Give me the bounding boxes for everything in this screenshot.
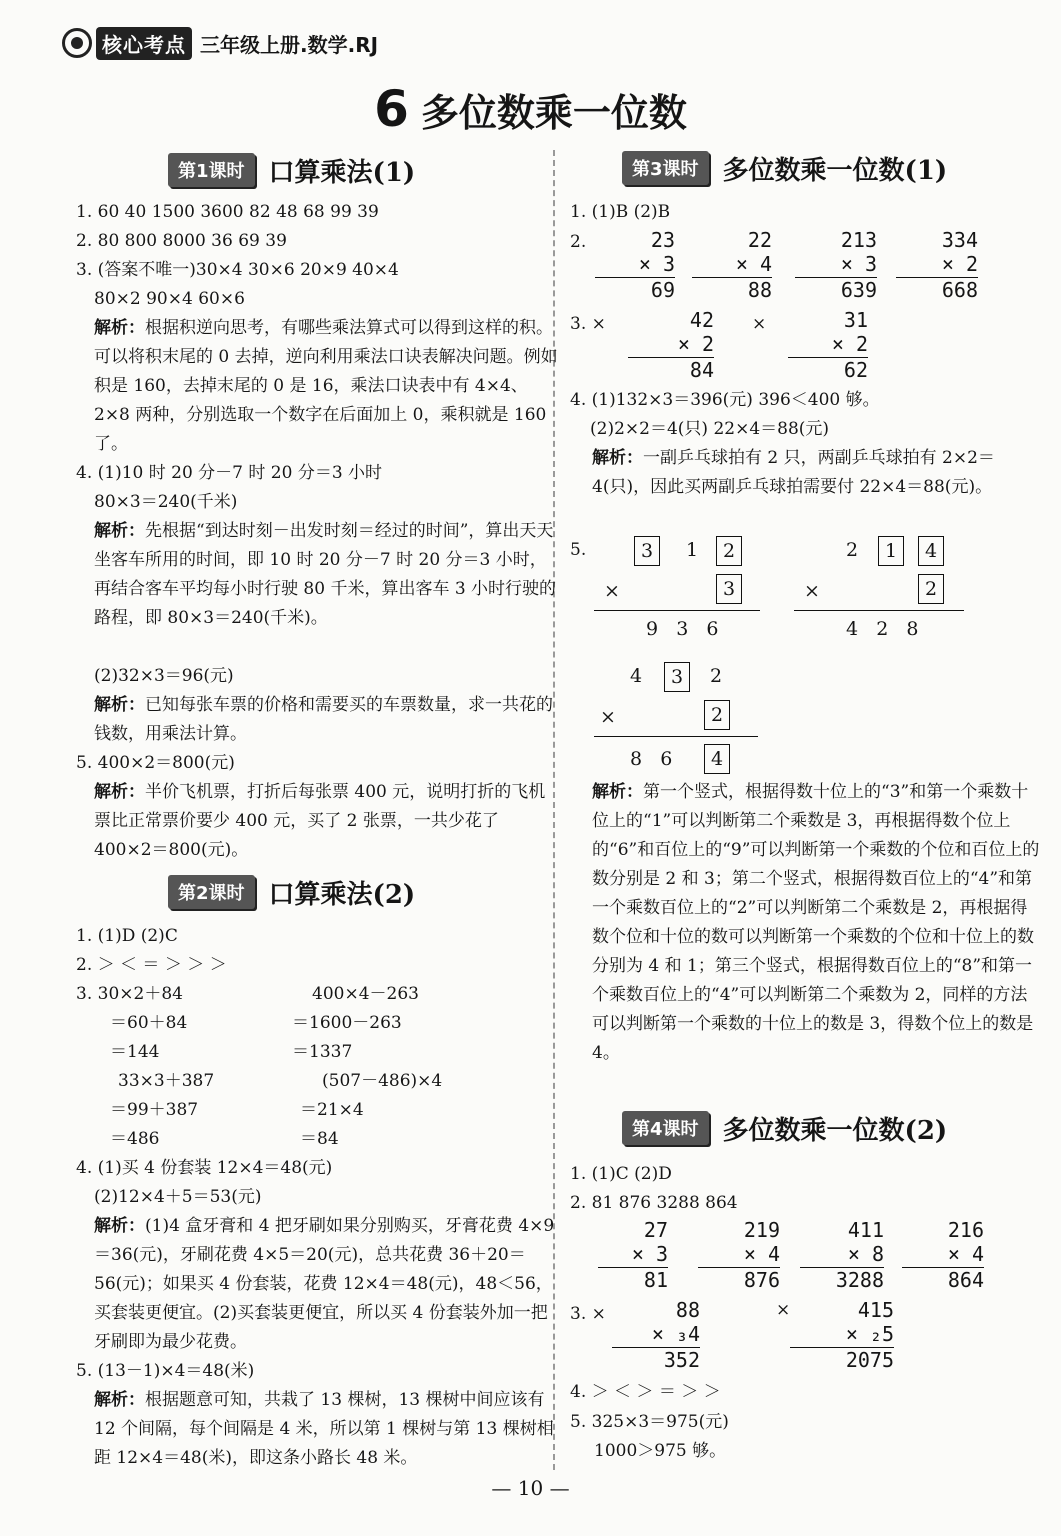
explanation-label: 解析： [94, 521, 145, 541]
explanation [592, 444, 1042, 502]
answer-line: 5. 325×3＝975(元) [570, 1412, 729, 1432]
brand-logo: 核心考点 [96, 27, 192, 60]
vertical-calc [788, 308, 868, 382]
calc-mult: × ₃4 [651, 1322, 700, 1346]
section-title: 多位数乘一位数(1) [722, 155, 948, 186]
section-title: 多位数乘一位数(2) [722, 1115, 948, 1146]
calc-mult: × 4 [735, 252, 772, 276]
calc-line: ＝21×4 [300, 1100, 364, 1120]
item-number: 3. × [570, 1304, 606, 1324]
calc-mult: × 3 [638, 252, 675, 276]
calc-result: 62 [788, 357, 868, 382]
calc-line: ＝84 [300, 1129, 339, 1149]
answer-line: 1. (1)C (2)D [570, 1164, 672, 1184]
answer-line: 4. (1)132×3＝396(元) 396＜400 够。 [570, 390, 880, 410]
calc-line: (507－486)×4 [322, 1071, 443, 1091]
answer-line: 5. (13－1)×4＝48(米) [76, 1361, 255, 1381]
calc-line: ＝486 [110, 1129, 160, 1149]
answer-line: 1. (1)B (2)B [570, 202, 671, 222]
vertical-calc [628, 308, 714, 382]
calc-line: ＝99＋387 [110, 1100, 199, 1120]
explanation-text: 第一个竖式，根据得数十位上的“3”和第一个乘数十位上的“1”可以判断第二个乘数是 3，再根据得数个位上的“6”和百位上的“9”可以判断第一个乘数的个位和百位上的数分别是 2 和 3；第二个竖式，根据得数百位上的“4”和第一个乘数百位上的“2”可以判断第二个乘数是 2，再根据得数个位和十位的数可以判断第一个乘数的个位和十位上的数分别为 4 和 1；第三个竖式，根据得数百位上的“8”和第一个乘数百位上的“4”可以判断第二个乘数为 2，同样的方法可以判断第一个乘数的十位上的数是 3，得数个位上的数是 4。 [592, 782, 1040, 1063]
calc-line: 400×4－263 [312, 984, 419, 1004]
calc-top: 31 [843, 308, 868, 332]
explanation-text: 一副乒乓球拍有 2 只，两副乒乓球拍有 2×2＝4(只)，因此买两副乒乓球拍需要付 22×4＝88(元)。 [592, 448, 995, 497]
times-sign: × [604, 580, 620, 602]
calc-line: ＝1337 [292, 1042, 353, 1062]
explanation-text: 半价飞机票，打折后每张票 400 元，说明打折的飞机票比正常票价要少 400 元，买了 2 张票，一共少花了 400×2＝800(元)。 [94, 782, 546, 860]
explanation-label: 解析： [94, 782, 145, 802]
section-header-4 [622, 1108, 947, 1148]
calc-top: 23 [650, 228, 675, 252]
calc-result: 84 [628, 357, 714, 382]
digit: 4 [630, 665, 643, 687]
section-title: 口算乘法(1) [268, 157, 416, 188]
header [62, 24, 378, 62]
vertical-calc [795, 228, 877, 302]
answer-box: 3 [664, 662, 690, 692]
item-number: 5. [570, 540, 587, 560]
answer-line: 4. (1)10 时 20 分－7 时 20 分＝3 小时 [76, 463, 383, 483]
answer-line: 80×2 90×4 60×6 [94, 289, 245, 309]
calc-top: 88 [675, 1298, 700, 1322]
calc-top: 213 [840, 228, 877, 252]
answer-box: 3 [716, 574, 742, 604]
calc-top: 415 [857, 1298, 894, 1322]
explanation [94, 314, 559, 459]
answer-line: (2)12×4＋5＝53(元) [94, 1187, 262, 1207]
answer-box: 2 [716, 536, 742, 566]
section-title: 口算乘法(2) [268, 879, 416, 910]
calc-mult: × 3 [631, 1242, 668, 1266]
result-digits: 8 6 [630, 748, 673, 770]
answer-line: 4. ＞ ＜ ＞ ＝ ＞ ＞ [570, 1382, 721, 1402]
answer-line: (2)32×3＝96(元) [94, 666, 234, 686]
lesson-badge: 第1课时 [168, 153, 255, 187]
calc-top: 22 [747, 228, 772, 252]
vertical-calc [692, 228, 772, 302]
section-header-2 [168, 872, 415, 912]
calc-mult: × 3 [840, 252, 877, 276]
explanation-label: 解析： [94, 695, 145, 715]
answer-line: 2. ＞ ＜ ＝ ＞ ＞ ＞ [76, 955, 227, 975]
section-header-1 [168, 150, 415, 190]
explanation [94, 517, 559, 633]
vertical-calc [595, 228, 675, 302]
explanation [592, 778, 1042, 1068]
calc-mult: × ₂5 [845, 1322, 894, 1346]
explanation-label: 解析： [94, 318, 145, 338]
calc-mult: × 2 [677, 332, 714, 356]
lesson-badge: 第3课时 [622, 151, 709, 185]
wrong-mark: × [776, 1300, 791, 1320]
explanation [94, 1212, 559, 1357]
explanation [94, 1386, 559, 1473]
calc-result: 2075 [790, 1347, 894, 1372]
chapter-title [0, 80, 1061, 138]
vertical-calc [902, 1218, 984, 1292]
calc-result: 88 [692, 277, 772, 302]
answer-line: 1. (1)D (2)C [76, 926, 178, 946]
calc-result: 81 [598, 1267, 668, 1292]
wrong-mark: × [752, 314, 767, 334]
calc-top: 42 [689, 308, 714, 332]
vertical-calc [896, 228, 978, 302]
answer-line: 1000＞975 够。 [594, 1441, 727, 1461]
explanation-text: 已知每张车票的价格和需要买的车票数量，求一共花的钱数，用乘法计算。 [94, 695, 553, 744]
chapter-number: 6 [374, 80, 409, 138]
calc-line: 33×3＋387 [118, 1071, 215, 1091]
calc-top: 27 [643, 1218, 668, 1242]
digit: 2 [846, 539, 859, 561]
explanation-label: 解析： [94, 1390, 145, 1410]
section-header-3 [622, 148, 947, 188]
answer-line: 80×3＝240(千米) [94, 492, 238, 512]
explanation-text: 根据积逆向思考，有哪些乘法算式可以得到这样的积。可以将积末尾的 0 去掉，逆向利用乘法口诀表解决问题。例如积是 160，去掉末尾的 0 是 16，乘法口诀表中有 4×4、2×8 两种，分别选取一个数字在后面加上 0，乘积就是 160 了。 [94, 318, 558, 454]
explanation-text: 根据题意可知，共栽了 13 棵树，13 棵树中间应该有 12 个间隔，每个间隔是 4 米，所以第 1 棵树与第 13 棵树相距 12×4＝48(米)，即这条小路长 48 米。 [94, 1390, 554, 1468]
calc-top: 334 [941, 228, 978, 252]
explanation-text: 先根据“到达时刻－出发时刻＝经过的时间”，算出天天坐客车所用的时间，即 10 时 20 分－7 时 20 分＝3 小时，再结合客车平均每小时行驶 80 千米，算出客车 3 小时行驶的路程，即 80×3＝240(千米)。 [94, 521, 557, 628]
calc-mult: × 8 [847, 1242, 884, 1266]
calc-top: 216 [947, 1218, 984, 1242]
explanation [94, 778, 559, 865]
result-digits: 4 2 8 [846, 618, 919, 640]
answer-line: 2. 80 800 8000 36 69 39 [76, 231, 287, 251]
answer-box: 4 [918, 536, 944, 566]
calc-mult: × 4 [947, 1242, 984, 1266]
result-digits: 9 3 6 [646, 618, 719, 640]
answer-line: 3. (答案不唯一)30×4 30×6 20×9 40×4 [76, 260, 399, 280]
calc-result: 639 [795, 277, 877, 302]
explanation-text: (1)4 盒牙膏和 4 把牙刷如果分别购买，牙膏花费 4×9＝36(元)，牙刷花费 4×5＝20(元)，总共花费 36＋20＝56(元)；如果买 4 份套装，花费 12×4＝48(元)，48＜56，买套装更便宜。(2)买套装更便宜，所以买 4 份套装外加一把牙刷即为最少花费。 [94, 1216, 555, 1352]
chapter-name: 多位数乘一位数 [420, 91, 687, 135]
lesson-badge: 第4课时 [622, 1111, 709, 1145]
answer-box: 3 [634, 536, 660, 566]
calc-result: 352 [612, 1347, 700, 1372]
explanation-label: 解析： [592, 448, 643, 468]
calc-mult: × 2 [941, 252, 978, 276]
calc-top: 411 [847, 1218, 884, 1242]
calc-top: 219 [743, 1218, 780, 1242]
explanation-label: 解析： [592, 782, 643, 802]
answer-box: 2 [918, 574, 944, 604]
answer-line: 5. 400×2＝800(元) [76, 753, 235, 773]
answer-box: 2 [704, 700, 730, 730]
page-number: — 10 — [491, 1476, 570, 1500]
calc-mult: × 4 [743, 1242, 780, 1266]
calc-result: 69 [595, 277, 675, 302]
answer-line: 1. 60 40 1500 3600 82 48 68 99 39 [76, 202, 379, 222]
digit: 2 [710, 665, 723, 687]
answer-line: 4. (1)买 4 份套装 12×4＝48(元) [76, 1158, 333, 1178]
vertical-calc [612, 1298, 700, 1372]
calc-line: ＝144 [110, 1042, 160, 1062]
target-logo-icon [62, 28, 92, 58]
calc-line: ＝60＋84 [110, 1013, 188, 1033]
digit: 1 [686, 539, 699, 561]
lesson-badge: 第2课时 [168, 875, 255, 909]
calc-mult: × 2 [831, 332, 868, 356]
calc-result: 3288 [800, 1267, 884, 1292]
answer-box: 4 [704, 744, 730, 774]
calc-result: 668 [896, 277, 978, 302]
explanation [94, 691, 559, 749]
answer-line: (2)2×2＝4(只) 22×4＝88(元) [590, 419, 830, 439]
times-sign: × [600, 706, 616, 728]
vertical-calc [800, 1218, 884, 1292]
answer-box: 1 [878, 536, 904, 566]
vertical-calc [698, 1218, 780, 1292]
vertical-calc [790, 1298, 894, 1372]
item-number: 3. × [570, 314, 606, 334]
explanation-label: 解析： [94, 1216, 145, 1236]
calc-result: 864 [902, 1267, 984, 1292]
vertical-calc [598, 1218, 668, 1292]
answer-line: 2. 81 876 3288 864 [570, 1193, 738, 1213]
calc-result: 876 [698, 1267, 780, 1292]
calc-line: 3. 30×2＋84 [76, 984, 183, 1004]
grade-label: 三年级上册.数学.RJ [200, 32, 379, 57]
item-number: 2. [570, 232, 587, 252]
calc-line: ＝1600－263 [292, 1013, 402, 1033]
times-sign: × [804, 580, 820, 602]
